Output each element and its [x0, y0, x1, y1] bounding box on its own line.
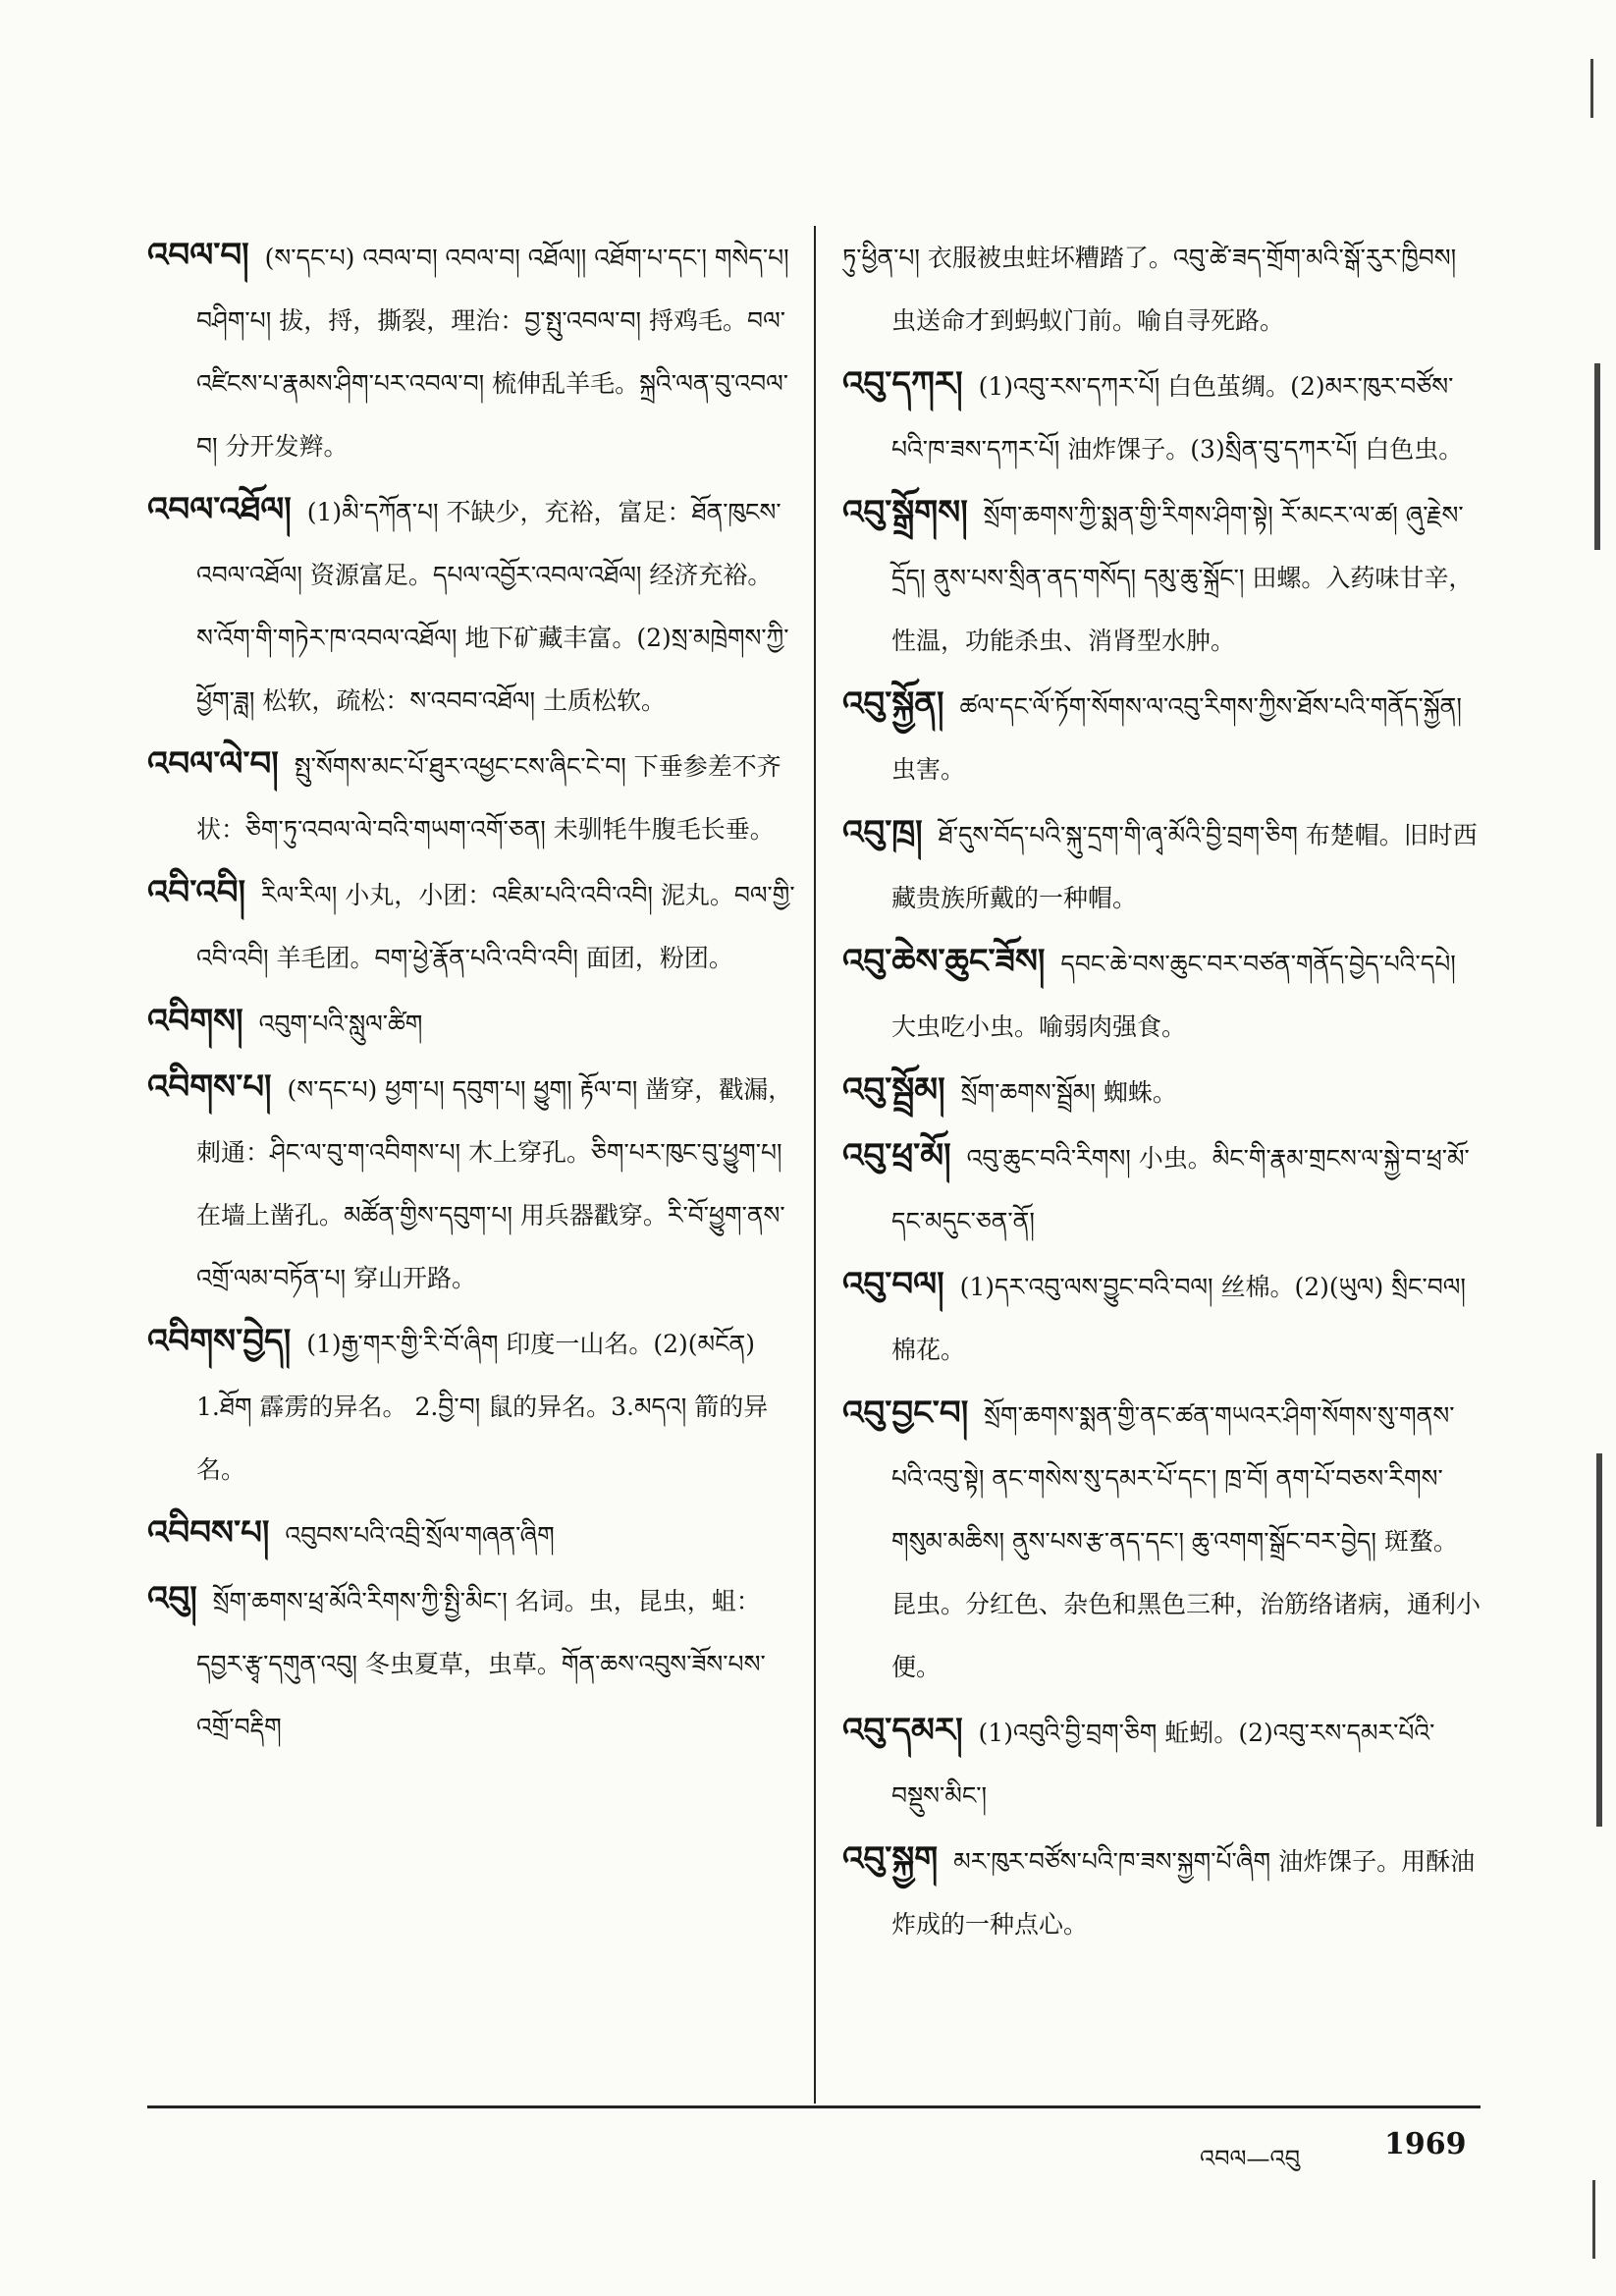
dictionary-entry [147, 1310, 797, 1502]
scan-edge-mark [1592, 2180, 1595, 2259]
entry-definition: དབང་ཆེ་བས་ཆུང་བར་བཙན་གནོད་བྱེད་པའི་དཔེ། 大虫吃小虫。喻弱肉强食。 [891, 950, 1456, 1041]
entry-headword: འབལ་བ། [147, 236, 249, 275]
entry-definition: ཏུ་ཕྱིན་པ། 衣服被虫蛀坏糟踏了。འབུ་ཚེ་ཟད་གྲོག་མའི་སྒོ་རུར་ཁྱིབས། 虫送命才到蚂蚁门前。喻自寻死路。 [842, 244, 1457, 335]
entry-headword: འབུ་བྱང་བ། [842, 1394, 969, 1433]
entry-headword: འབུ་ཕྲ་མོ། [842, 1136, 951, 1175]
entry-definition: སྤུ་སོགས་མང་པོ་ཐུར་འཕྱང་ངས་ཞིང་ངེ་བ། 下垂参差不齐状：ཅིག་ཏུ་འབལ་ལེ་བའི་གཡག་འགོ་ཅན། 未驯牦牛腹毛长垂。 [196, 752, 781, 844]
entry-headword: འབུ་དམར། [842, 1711, 963, 1750]
entry-definition: (1)མི་དཀོན་པ། 不缺少，充裕，富足：ཐོན་ཁུངས་འབལ་འཐོལ། 资源富足。དཔལ་འབྱོར་འབལ་འཐོལ། 经济充裕。 ས་འོག་གི་གཏེར་ཁ་འབལ་འཐོལ། 地下矿藏丰富。(2)སྲ་མཁྲེགས་ཀྱི་ཕྱོག་ཟླ། 松软，疏松：ས་འབབ་འཐོལ། 土质松软。 [196, 498, 789, 715]
entry-definition: ཐོ་དུས་བོད་པའི་སྐུ་དྲག་གི་ཞྭ་མོའི་བྱི་བྲག་ཅིག 布楚帽。旧时西藏贵族所戴的一种帽。 [891, 821, 1478, 912]
running-head: འབལ—འབུ [1200, 2145, 1300, 2172]
entry-headword: འབུ་སྦྲོམ། [842, 1070, 945, 1110]
entry-headword: འབིབས་པ། [147, 1513, 270, 1553]
scan-edge-mark [1590, 59, 1593, 118]
dictionary-entry [842, 1253, 1481, 1382]
entry-headword: འབུ་སྐྱག [842, 1839, 939, 1879]
dictionary-entry-continued [842, 224, 1481, 353]
dictionary-entry [147, 1502, 797, 1567]
dictionary-entry [842, 1059, 1481, 1124]
dictionary-entry [147, 861, 797, 990]
dictionary-entry [842, 353, 1481, 481]
entry-definition: འབུ་ཆུང་བའི་རིགས། 小虫。མིང་གི་རྣམ་གྲངས་ལ་སྐྱེ་བ་ཕྲ་མོ་དང་མདུང་ཅན་ནོ། [891, 1144, 1470, 1235]
entry-definition: (1)དར་འབུ་ལས་བྱུང་བའི་བལ། 丝棉。(2)(ཡུལ) སྲིང་བལ། 棉花。 [891, 1273, 1466, 1364]
dictionary-entry [842, 1828, 1481, 1956]
right-column [842, 224, 1481, 1956]
left-column [147, 224, 797, 1759]
dictionary-entry [842, 801, 1481, 930]
entry-definition: སྲོག་ཆགས་ཀྱི་སྨན་གྱི་རིགས་ཤིག་སྟེ། རོ་མངར་ལ་ཚ། ཞུ་རྗེས་དྲོད། ནུས་པས་སྲིན་ནད་གསོད། དམུ་ཆུ་སྐྲོང་། 田螺。入药味甘辛，性温，功能杀虫、消肾型水肿。 [891, 501, 1474, 655]
entry-definition: མར་ཁུར་བཙོས་པའི་ཁ་ཟས་སྐྱག་པོ་ཞིག 油炸馃子。用酥油炸成的一种点心。 [891, 1847, 1476, 1939]
dictionary-entry [147, 1567, 797, 1759]
entry-headword: འབུ་སྒྲོགས། [842, 493, 968, 532]
entry-definition: འབུག་པའི་སླུལ་ཚིག [258, 1010, 423, 1038]
dictionary-entry [842, 930, 1481, 1059]
page-number: 1969 [1384, 2127, 1467, 2161]
dictionary-entry [842, 1699, 1481, 1828]
dictionary-entry [842, 1382, 1481, 1699]
entry-definition: རིལ་རིལ། 小丸，小团：འཇིམ་པའི་འབི་འབི། 泥丸。བལ་གྱི་འབི་འབི། 羊毛团。བག་ཕྱེ་རྣོན་པའི་འབི་འབི། 面团，粉团。 [196, 881, 795, 972]
entry-headword: འབུ་སྐྱོན། [842, 684, 944, 724]
dictionary-entry [842, 673, 1481, 801]
column-divider [814, 226, 816, 2104]
entry-definition: (1)འབུ་རས་དཀར་པོ། 白色茧绸。(2)མར་ཁུར་བཙོས་པའི་ཁ་ཟས་དཀར་པོ། 油炸馃子。(3)སྲིན་བུ་དཀར་པོ། 白色虫。 [891, 372, 1464, 464]
scan-edge-mark [1596, 1453, 1602, 1827]
entry-headword: འབུ་ཆེས་ཆུང་ཟོས། [842, 942, 1046, 981]
entry-definition: (1)འབུའི་བྱི་བྲག་ཅིག 蚯蚓。(2)འབུ་རས་དམར་པོའི་བསྡུས་མིང་། [891, 1719, 1435, 1810]
entry-definition: (ས་དང་པ) ཕྱག་པ། དབུག་པ། ཕྱུག། རྟོལ་བ། 凿穿，戳漏，刺通：ཤིང་ལ་བུ་ག་འབིགས་པ། 木上穿孔。ཅིག་པར་ཁུང་བུ་ཕྱུག་པ། 在墙上凿孔。མཚོན་གྱིས་དབུག་པ། 用兵器戳穿。རི་བོ་ཕྱུག་ནས་འགྲོ་ལམ་བཏོན་པ། 穿山开路。 [196, 1075, 793, 1292]
entry-definition: འབུབས་པའི་འབྲི་སྲོལ་གཞན་ཞིག [285, 1521, 555, 1550]
entry-headword: འབུ། [147, 1579, 197, 1618]
entry-headword: འབལ་འཐོལ། [147, 490, 292, 529]
entry-headword: འབུ་བལ། [842, 1265, 944, 1304]
dictionary-entry [147, 224, 797, 478]
entry-headword: འབུ་ཁྲ། [842, 813, 923, 852]
entry-definition: སྲོག་ཆགས་སྦྲོམ། 蜘蛛。 [960, 1078, 1177, 1107]
entry-headword: འབིགས། [147, 1002, 243, 1041]
dictionary-entry [147, 1056, 797, 1310]
entry-headword: འབལ་ལེ་བ། [147, 744, 279, 784]
scan-edge-mark [1594, 363, 1600, 550]
entry-definition: སྲོག་ཆགས་ཕྲ་མོའི་རིགས་ཀྱི་སྤྱི་མིང་། 名词。虫，昆虫，蛆：དབྱར་རྩྭ་དགུན་འབུ། 冬虫夏草，虫草。གོན་ཆས་འབུས་ཟོས་པས་འགྲོ་བརྡིག [196, 1587, 766, 1741]
entry-definition: ཚལ་དང་ལོ་ཏོག་སོགས་ལ་འབུ་རིགས་ཀྱིས་ཐོས་པའི་གནོད་སྐྱོན། 虫害。 [891, 692, 1462, 784]
dictionary-entry [147, 478, 797, 733]
entry-definition: (ས་དང་པ) འབལ་བ། འབལ་བ། འཐོལ།། འཐོག་པ་དང་། གསེད་པ། བཤིག་པ། 拔，捋，撕裂，理治：བྱ་སྤུ་འབལ་བ། 捋鸡毛。བལ་འཛིངས་པ་རྣམས་ཤིག་པར་འབལ་བ། 梳伸乱羊毛。སྐྲའི་ལན་བུ་འབལ་བ། 分开发辫。 [196, 244, 789, 461]
entry-definition: སྲོག་ཆགས་སྨན་གྱི་ནང་ཚན་གཡའར་ཤིག་སོགས་སུ་གནས་པའི་འབུ་སྟེ། ནང་གསེས་སུ་དམར་པོ་དང་། ཁྲ་བོ། ནག་པོ་བཅས་རིགས་གསུམ་མཆིས། ནུས་པས་རྩ་ནད་དང་། ཆུ་འགག་སྒྲོང་བར་བྱེད། 斑蝥。昆虫。分红色、杂色和黑色三种，治筋络诸病，通利小便。 [891, 1401, 1481, 1681]
dictionary-entry [147, 733, 797, 861]
entry-headword: འབིགས་བྱེད། [147, 1322, 292, 1361]
dictionary-entry [147, 990, 797, 1056]
footer-rule [147, 2105, 1481, 2108]
entry-headword: འབུ་དཀར། [842, 364, 963, 404]
entry-definition: (1)རྒྱ་གར་གྱི་རི་བོ་ཞིག 印度一山名。(2)(མངོན) 1.ཐོག 霹雳的异名。 2.བྱི་བ། 鼠的异名。3.མདའ། 箭的异名。 [196, 1330, 769, 1484]
dictionary-entry [842, 481, 1481, 673]
dictionary-entry [842, 1124, 1481, 1253]
entry-headword: འབིགས་པ། [147, 1067, 272, 1107]
entry-headword: འབི་འབི། [147, 873, 246, 912]
